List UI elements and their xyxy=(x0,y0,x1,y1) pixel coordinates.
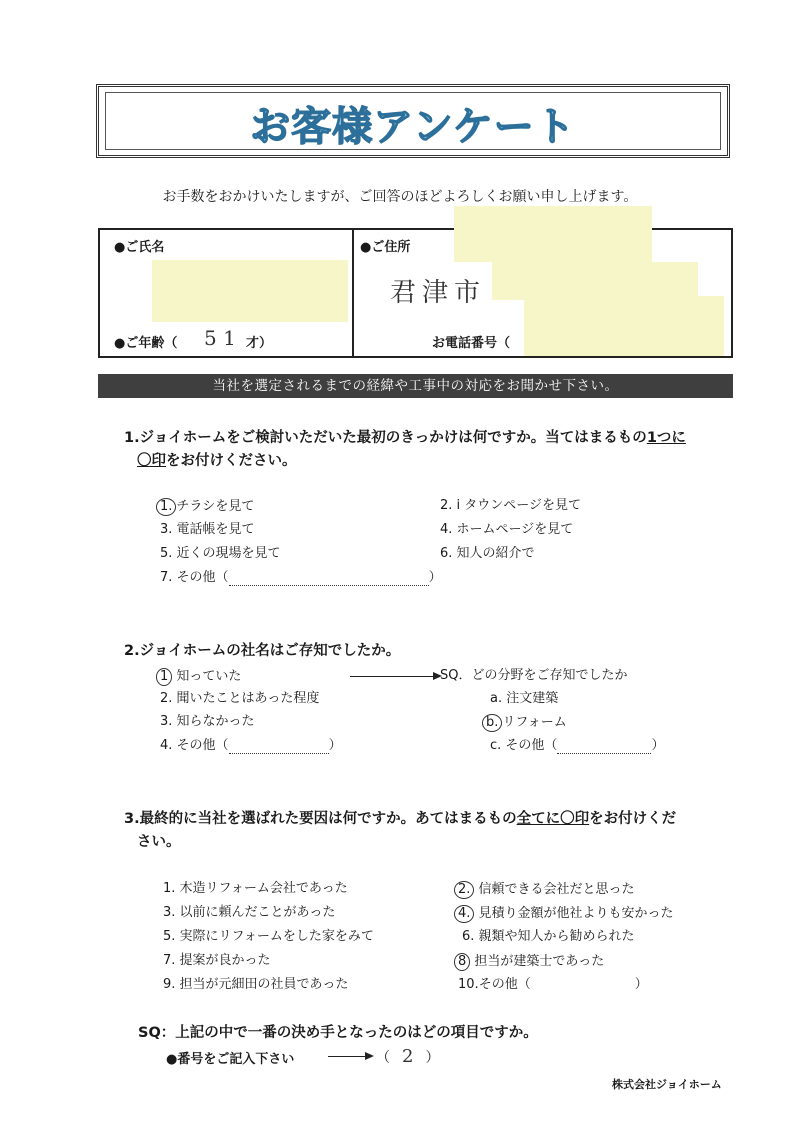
q3-line1 xyxy=(124,808,676,830)
q1-option-4[interactable] xyxy=(440,522,573,538)
q3-option-5-num: 5. xyxy=(163,929,176,944)
q3-text-part2: をお付けくだ xyxy=(589,811,677,827)
sq-final-open-paren: （ xyxy=(376,1050,390,1066)
q1-option-3-label: 電話帳を見て xyxy=(176,522,255,537)
q3-option-9-label: 担当が元細田の社員であった xyxy=(179,977,349,992)
q1-line2 xyxy=(137,450,297,472)
q3-option-5[interactable] xyxy=(163,929,374,945)
q2-option-4-blank[interactable] xyxy=(229,753,329,754)
q3-option-4-num: 4. xyxy=(454,905,474,923)
phone-label: お電話番号（ xyxy=(432,336,511,351)
q3-option-2-label: 信頼できる会社だと思った xyxy=(478,882,635,897)
q3-option-3-num: 3. xyxy=(163,905,176,920)
sq-final-question: SQ：上記の中で一番の決め手となったのはどの項目ですか。 xyxy=(138,1025,538,1041)
address-redaction-top xyxy=(454,206,652,262)
q2-option-4[interactable] xyxy=(160,738,342,754)
q1-option-6-label: 知人の紹介で xyxy=(456,546,535,561)
q1-circle-mark-text: 〇印 xyxy=(137,453,166,469)
q2-sq: SQ．どの分野をご存知でしたか xyxy=(440,668,628,683)
q1-text-part1: 1.ジョイホームをご検討いただいた最初のきっかけは何ですか。当てはまるもの xyxy=(124,430,647,446)
q1-option-1-num: 1. xyxy=(156,498,176,516)
q3-option-4[interactable] xyxy=(458,905,674,923)
q1-option-7-label: その他（ xyxy=(176,570,229,585)
q3-line2: さい。 xyxy=(137,834,181,850)
q2-question: 2.ジョイホームの社名はご存知でしたか。 xyxy=(124,643,401,659)
q3-option-8-label: 担当が建築士であった xyxy=(474,954,605,969)
q2-option-2[interactable] xyxy=(160,691,319,707)
title-banner-inner-frame xyxy=(105,92,721,150)
q1-option-5-num: 5. xyxy=(160,546,173,561)
q1-option-4-num: 4. xyxy=(440,522,453,537)
q3-option-7-num: 7. xyxy=(163,953,176,968)
q3-option-10[interactable] xyxy=(458,977,648,993)
info-box-divider xyxy=(352,230,354,356)
sq-final-prompt: ●番号をご記入下さい xyxy=(166,1052,295,1067)
q2-sq-option-a-label: 注文建築 xyxy=(506,691,559,706)
q2-option-2-label: 聞いたことはあった程度 xyxy=(176,691,320,706)
q1-option-6-num: 6. xyxy=(440,546,453,561)
q1-option-3[interactable] xyxy=(160,522,255,538)
q3-option-4-label: 見積り金額が他社よりも安かった xyxy=(478,906,674,921)
q1-option-7[interactable] xyxy=(160,570,442,586)
age-label: ●ご年齢（ xyxy=(114,336,178,351)
address-redaction-bottom xyxy=(524,296,724,356)
q3-option-3[interactable] xyxy=(163,905,335,921)
q2-sq-option-c-num: c. xyxy=(490,738,502,753)
q2-option-3[interactable] xyxy=(160,714,255,730)
q3-text-part1: 3.最終的に当社を選ばれた要因は何ですか。あてはまるもの xyxy=(124,811,517,827)
q1-option-7-blank[interactable] xyxy=(229,585,429,586)
q3-option-7[interactable] xyxy=(163,953,271,969)
q2-option-2-num: 2. xyxy=(160,691,173,706)
q2-option-4-label: その他（ xyxy=(176,738,229,753)
q2-option-4-num: 4. xyxy=(160,738,173,753)
q3-option-8[interactable] xyxy=(458,953,604,971)
q3-option-6-label: 親類や知人から勧められた xyxy=(478,929,635,944)
name-redaction xyxy=(152,260,348,322)
q1-text-underlined: 1つに xyxy=(646,430,686,446)
q3-option-2-num: 2. xyxy=(454,881,474,899)
q1-option-2-label: i タウンページを見て xyxy=(456,498,582,513)
q3-option-5-label: 実際にリフォームをした家をみて xyxy=(179,929,374,944)
sq-final-close-paren: ） xyxy=(425,1050,440,1066)
q3-option-7-label: 提案が良かった xyxy=(179,953,271,968)
age-handwritten-value: 5 1 xyxy=(204,326,236,350)
q3-option-1[interactable] xyxy=(163,881,348,897)
q2-sq-option-a[interactable] xyxy=(490,691,558,707)
q1-option-7-close: ） xyxy=(428,570,442,585)
company-name: 株式会社ジョイホーム xyxy=(612,1078,722,1091)
sq-final-handwritten-answer: 2 xyxy=(402,1046,414,1067)
address-redaction-middle xyxy=(492,262,698,300)
q2-sq-option-b-label: リフォーム xyxy=(502,715,567,730)
q1-option-4-label: ホームページを見て xyxy=(456,522,574,537)
q1-option-7-num: 7. xyxy=(160,570,173,585)
sq-final-answer-field[interactable] xyxy=(376,1046,439,1067)
q2-sq-option-c-label: その他（ xyxy=(505,738,558,753)
q1-text-part2: をお付けください。 xyxy=(166,453,297,469)
age-suffix: 才） xyxy=(246,336,273,351)
q2-sq-option-a-num: a. xyxy=(490,691,503,706)
q2-sq-option-c[interactable] xyxy=(490,738,664,754)
q3-option-10-label: その他（ xyxy=(478,977,531,992)
q1-option-2[interactable] xyxy=(440,498,581,514)
section-header-bar: 当社を選定されるまでの経緯や工事中の対応をお聞かせ下さい。 xyxy=(98,374,733,398)
q2-sq-option-b-num: b. xyxy=(482,714,502,732)
q1-option-1[interactable] xyxy=(160,498,254,516)
q1-option-6[interactable] xyxy=(440,546,535,562)
q3-option-2[interactable] xyxy=(458,881,635,899)
page-title: お客様アンケート xyxy=(250,104,576,150)
q3-option-10-close: ） xyxy=(634,977,648,992)
q2-sq-option-c-blank[interactable] xyxy=(557,753,651,754)
q3-option-9[interactable] xyxy=(163,977,348,993)
q3-option-1-label: 木造リフォーム会社であった xyxy=(179,881,348,896)
q3-option-1-num: 1. xyxy=(163,881,176,896)
q1-option-5[interactable] xyxy=(160,546,281,562)
intro-text: お手数をおかけいたしますが、ご回答のほどよろしくお願い申し上げます。 xyxy=(162,189,638,205)
q2-option-3-label: 知らなかった xyxy=(176,714,255,729)
name-label: ●ご氏名 xyxy=(114,240,165,255)
q2-option-1-label: 知っていた xyxy=(176,669,242,684)
q1-line1 xyxy=(124,427,686,449)
q1-option-3-num: 3. xyxy=(160,522,173,537)
address-label: ●ご住所 xyxy=(360,240,411,255)
q3-option-10-num: 10. xyxy=(458,977,479,992)
customer-info-box xyxy=(98,228,733,358)
q3-circle-mark-text: 〇印 xyxy=(560,811,590,827)
arrow-right-icon xyxy=(328,1056,372,1057)
q3-option-3-label: 以前に頼んだことがあった xyxy=(179,905,336,920)
q2-option-3-num: 3. xyxy=(160,714,173,729)
q3-option-6[interactable] xyxy=(462,929,635,945)
q2-option-1-num: 1 xyxy=(156,668,172,686)
arrow-right-icon xyxy=(350,676,440,677)
q2-option-1[interactable] xyxy=(160,668,241,686)
q3-option-8-num: 8 xyxy=(454,953,470,971)
address-handwritten: 君津市 xyxy=(390,278,487,308)
q1-option-1-label: チラシを見て xyxy=(176,499,255,514)
q3-option-9-num: 9. xyxy=(163,977,176,992)
q1-option-5-label: 近くの現場を見て xyxy=(176,546,281,561)
title-banner xyxy=(96,84,730,158)
q2-sq-option-c-close: ） xyxy=(651,738,665,753)
q2-option-4-close: ） xyxy=(328,738,342,753)
q3-option-6-num: 6. xyxy=(462,929,475,944)
q2-sq-option-b[interactable] xyxy=(486,714,567,732)
q1-option-2-num: 2. xyxy=(440,498,453,513)
q3-text-underlined: 全てに xyxy=(516,811,561,827)
